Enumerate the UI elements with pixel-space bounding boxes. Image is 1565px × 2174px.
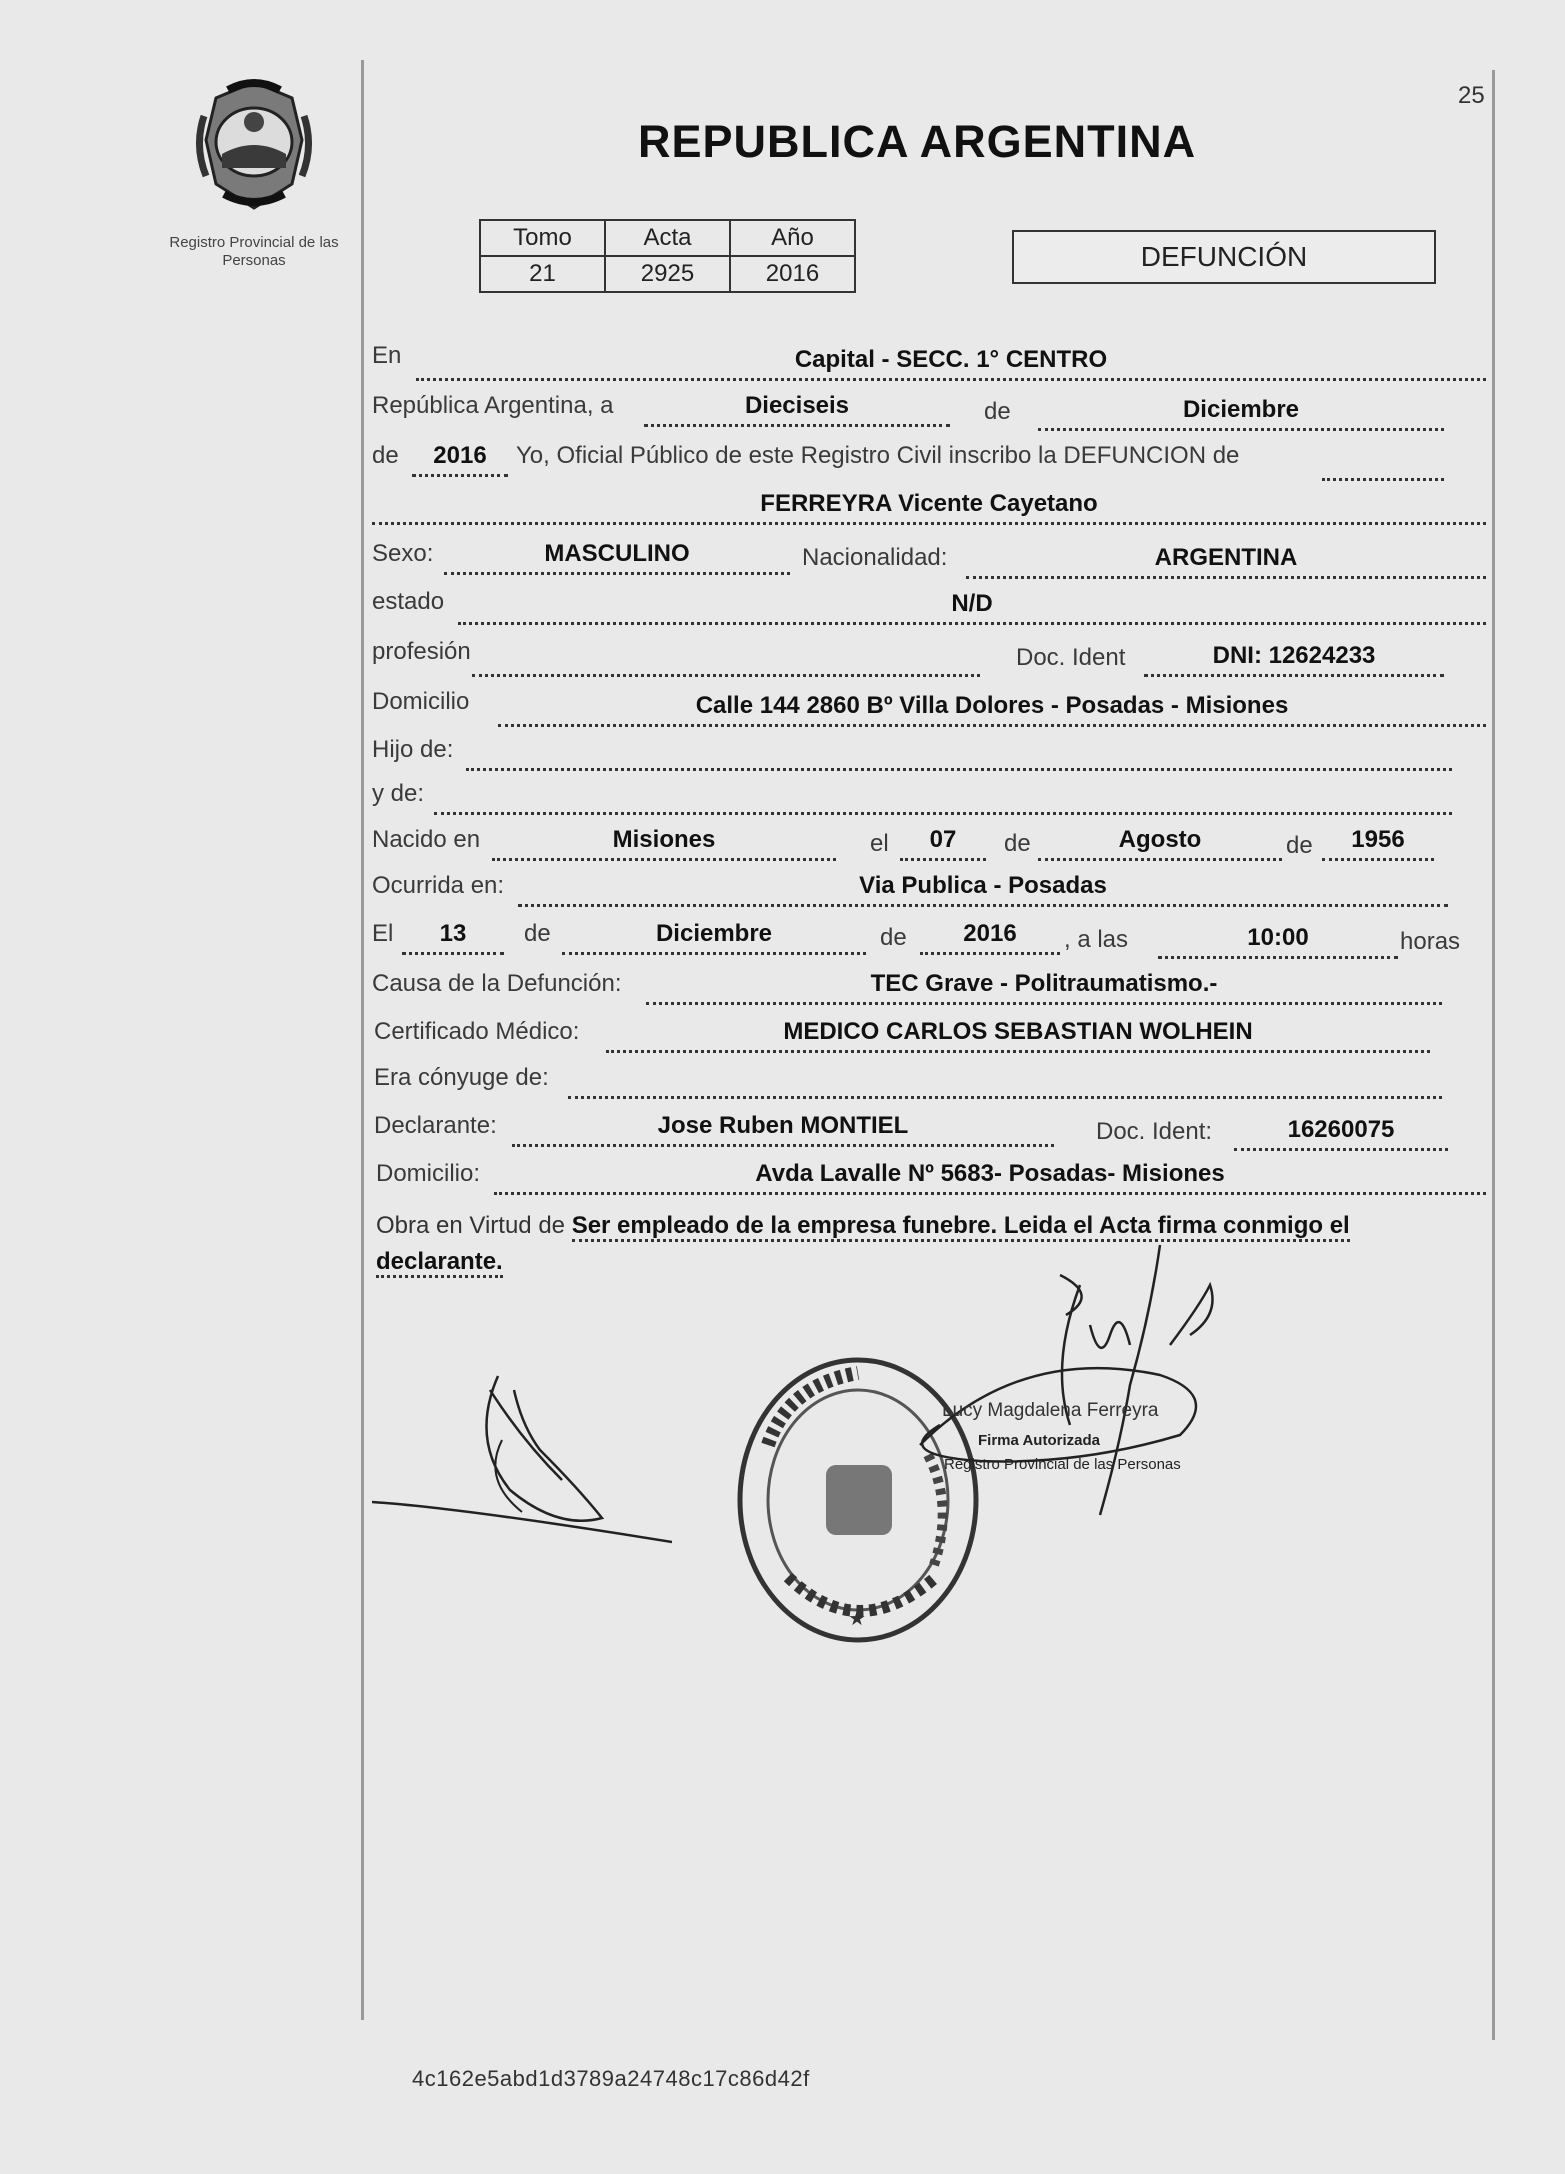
acta-header: Acta [605, 220, 730, 256]
day-words-value: Dieciseis [644, 392, 950, 427]
signer-role: Firma Autorizada [978, 1432, 1100, 1449]
row-sexo [372, 540, 1490, 584]
row-nacido [372, 826, 1490, 870]
profesion-value [472, 642, 980, 677]
profesion-label: profesión [372, 638, 471, 665]
conyuge-label: Era cónyuge de: [374, 1064, 549, 1091]
death-year-value: 2016 [920, 920, 1060, 955]
alas-label: , a las [1064, 926, 1129, 953]
doc2-value: 16260075 [1234, 1116, 1448, 1151]
row-conyuge [372, 1064, 1490, 1108]
sexo-value: MASCULINO [444, 540, 790, 575]
yde-label: y de: [372, 780, 425, 807]
registry-name: Registro Provincial de las Personas [169, 234, 339, 269]
de-label-2: de [372, 442, 399, 469]
row-hijo [372, 736, 1490, 780]
year-value: 2016 [412, 442, 508, 477]
obra-label: Obra en Virtud de [376, 1212, 566, 1239]
birth-day-value: 07 [900, 826, 986, 861]
de-label-5: de [524, 920, 551, 947]
row-profesion [372, 638, 1490, 682]
row-en [372, 342, 1490, 386]
doc-label: Doc. Ident [1016, 644, 1126, 671]
el-label: el [870, 830, 889, 857]
anio-value: 2016 [730, 256, 855, 292]
document-hash: 4c162e5abd1d3789a24748c17c86d42f [412, 2066, 810, 2091]
tomo-header: Tomo [480, 220, 605, 256]
death-month-value: Diciembre [562, 920, 866, 955]
yde-value [434, 780, 1452, 815]
de-label-1: de [984, 398, 1011, 425]
el2-label: El [372, 920, 394, 947]
hijo-label: Hijo de: [372, 736, 454, 763]
sexo-label: Sexo: [372, 540, 434, 567]
de-label-4: de [1286, 832, 1313, 859]
row-fecha [372, 392, 1490, 436]
row-ocurrida [372, 872, 1490, 916]
row-statement [372, 442, 1490, 486]
ocurrida-label: Ocurrida en: [372, 872, 505, 899]
hijo-value [466, 736, 1452, 771]
record-type-box: DEFUNCIÓN [1012, 230, 1436, 284]
ocurrida-value: Via Publica - Posadas [518, 872, 1448, 907]
signer-name: Lucy Magdalena Ferreyra [942, 1400, 1159, 1421]
certificado-label: Certificado Médico: [374, 1018, 580, 1045]
month-value: Diciembre [1038, 396, 1444, 431]
acta-value: 2925 [605, 256, 730, 292]
row-fecha-defuncion [372, 920, 1490, 964]
estado-value: N/D [458, 590, 1486, 625]
de-label-3: de [1004, 830, 1031, 857]
nacionalidad-label: Nacionalidad: [802, 544, 948, 571]
row-certificado [372, 1018, 1490, 1062]
doc-value: DNI: 12624233 [1144, 642, 1444, 677]
death-day-value: 13 [402, 920, 504, 955]
nacionalidad-value: ARGENTINA [966, 544, 1486, 579]
svg-text:★: ★ [848, 1606, 866, 1630]
domicilio-label: Domicilio [372, 688, 470, 715]
domicilio2-value: Avda Lavalle Nº 5683- Posadas- Misiones [494, 1160, 1486, 1195]
right-margin-line [1492, 70, 1495, 2040]
nacido-label: Nacido en [372, 826, 481, 853]
signer-office: Registro Provincial de las Personas [944, 1456, 1181, 1473]
horas-label: horas [1400, 928, 1461, 955]
birth-month-value: Agosto [1038, 826, 1282, 861]
certificado-value: MEDICO CARLOS SEBASTIAN WOLHEIN [606, 1018, 1430, 1053]
estado-label: estado [372, 588, 445, 615]
republic-label: República Argentina, a [372, 392, 614, 419]
statement-blank [1322, 446, 1444, 481]
causa-label: Causa de la Defunción: [372, 970, 622, 997]
row-causa [372, 970, 1490, 1014]
row-domicilio [372, 688, 1490, 732]
official-signature [860, 1225, 1320, 1525]
doc2-label: Doc. Ident: [1096, 1118, 1213, 1145]
statement-text: Yo, Oficial Público de este Registro Civil inscribo la DEFUNCION de [516, 442, 1240, 469]
declarante-value: Jose Ruben MONTIEL [512, 1112, 1054, 1147]
row-declarante [372, 1112, 1490, 1156]
page-title: REPUBLICA ARGENTINA [638, 116, 1197, 167]
row-estado [372, 588, 1490, 632]
left-margin-line [361, 60, 364, 2020]
de-label-6: de [880, 924, 907, 951]
row-domicilio2 [372, 1160, 1490, 1204]
row-yde [372, 780, 1490, 824]
tomo-value: 21 [480, 256, 605, 292]
domicilio-value: Calle 144 2860 Bº Villa Dolores - Posadas - Misiones [498, 692, 1486, 727]
conyuge-value [568, 1064, 1442, 1099]
birth-year-value: 1956 [1322, 826, 1434, 861]
obra-value: Ser empleado de la empresa funebre. Leida el Acta firma conmigo el declarante. [376, 1212, 1350, 1278]
place-value: Capital - SECC. 1° CENTRO [416, 346, 1486, 381]
page-number: 25 [1458, 82, 1485, 109]
deceased-name-value: FERREYRA Vicente Cayetano [372, 490, 1486, 525]
time-value: 10:00 [1158, 924, 1398, 959]
declarant-signature [372, 1370, 672, 1550]
row-deceased [372, 490, 1490, 534]
causa-value: TEC Grave - Politraumatismo.- [646, 970, 1442, 1005]
declarante-label: Declarante: [374, 1112, 497, 1139]
domicilio2-label: Domicilio: [376, 1160, 481, 1187]
nacido-value: Misiones [492, 826, 836, 861]
record-number-table [479, 219, 856, 293]
anio-header: Año [730, 220, 855, 256]
provincial-emblem [188, 76, 320, 216]
en-label: En [372, 342, 402, 369]
